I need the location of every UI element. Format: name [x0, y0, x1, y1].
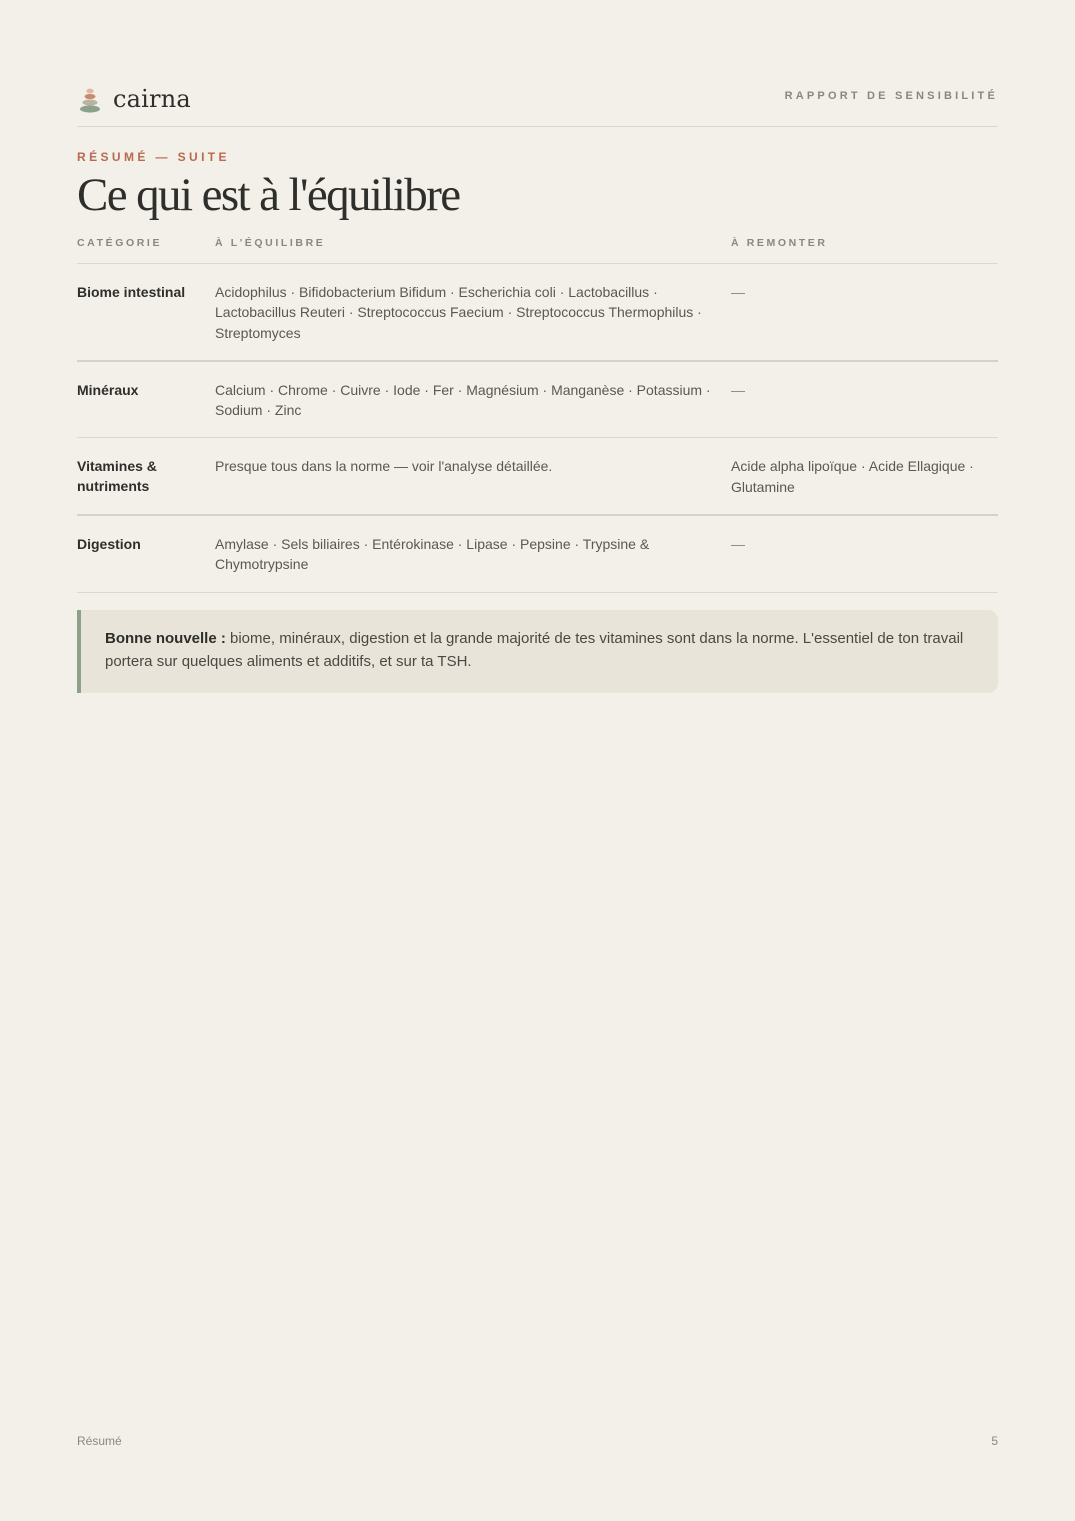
row-balanced: Presque tous dans la norme — voir l'analyse détaillée.	[215, 458, 553, 475]
page-title: Ce qui est à l'équilibre	[77, 169, 460, 221]
row-category: Minéraux	[77, 381, 139, 398]
row-to-raise: Acide alpha lipoïque · Acide Ellagique · Glutamine	[731, 458, 974, 495]
row-category: Biome intestinal	[77, 284, 186, 300]
table-row	[77, 362, 998, 439]
row-to-raise: —	[731, 536, 745, 553]
page-header	[77, 82, 998, 127]
footer-page-number: 5	[991, 1434, 998, 1448]
row-to-raise: —	[731, 381, 745, 398]
row-category: Vitamines & nutriments	[77, 458, 157, 495]
table-row	[77, 516, 998, 593]
footer-section-name: Résumé	[77, 1434, 122, 1448]
row-balanced: Calcium · Chrome · Cuivre · Iode · Fer · Magnésium · Manganèse · Potassium · Sodium · Zinc	[215, 381, 711, 419]
report-type-label: RAPPORT DE SENSIBILITÉ	[784, 90, 998, 102]
brand-name: cairna	[113, 85, 191, 113]
report-page	[77, 0, 998, 1521]
callout-lead: Bonne nouvelle :	[105, 630, 226, 647]
column-header-category: CATÉGORIE	[77, 237, 163, 249]
row-to-raise: —	[731, 284, 745, 300]
table-row	[77, 438, 998, 516]
good-news-callout	[77, 610, 998, 693]
row-category: Digestion	[77, 536, 141, 553]
table-row	[77, 264, 998, 362]
column-header-to-raise: À REMONTER	[731, 237, 828, 249]
row-balanced: Acidophilus · Bifidobacterium Bifidum · Escherichia coli · Lactobacillus · Lactobacillus Reuteri · Streptococcus Faecium · Streptococcus Thermophilus · Streptomyces	[215, 284, 702, 341]
brand-logo	[77, 85, 191, 113]
balance-table	[77, 236, 998, 593]
row-balanced: Amylase · Sels biliaires · Entérokinase · Lipase · Pepsine · Trypsine & Chymotrypsine	[215, 536, 650, 573]
table-header	[77, 236, 998, 264]
cairn-stones-icon	[77, 85, 103, 113]
section-eyebrow: RÉSUMÉ — SUITE	[77, 150, 230, 164]
column-header-balanced: À L'ÉQUILIBRE	[215, 237, 326, 249]
callout-text: biome, minéraux, digestion et la grande majorité de tes vitamines sont dans la norme. L'essentiel de ton travail portera sur quelques aliments et additifs, et sur ta TSH.	[105, 630, 964, 670]
